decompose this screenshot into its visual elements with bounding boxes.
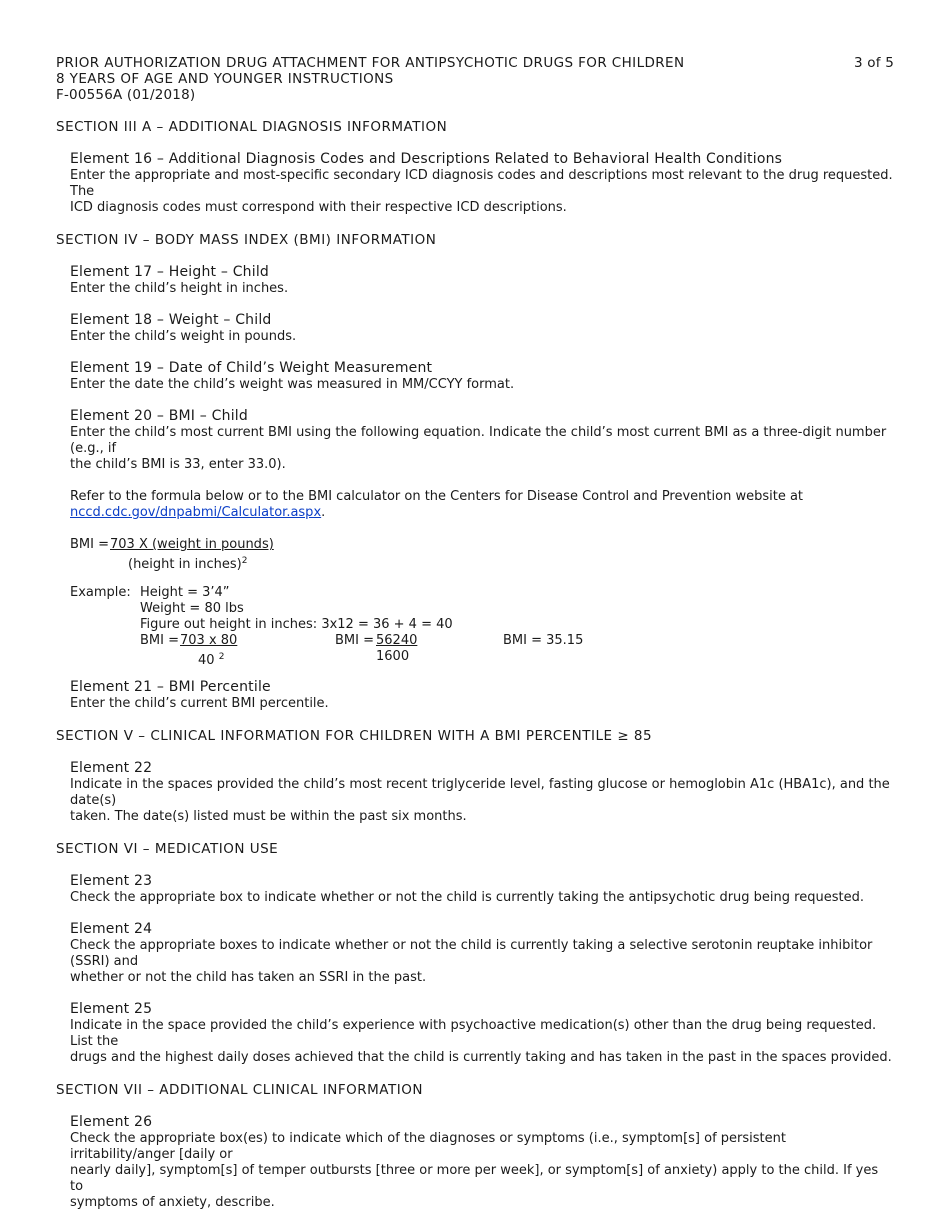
element-26-text-line3: symptoms of anxiety, describe. [70,1195,275,1210]
element-16-title: Element 16 – Additional Diagnosis Codes and Descriptions Related to Behavioral Health Conditions [70,151,783,167]
bmi-denominator-text: (height in inches) [128,557,242,572]
example-bmi-step2-denominator: 1600 [376,649,410,664]
element-25-title: Element 25 [70,1001,153,1017]
step1-denominator-exponent: 2 [218,652,225,662]
element-18 [70,312,894,345]
element-21-title: Element 21 – BMI Percentile [70,679,271,695]
bmi-calculator-link[interactable]: nccd.cdc.gov/dnpabmi/Calculator.aspx [70,505,322,520]
element-21 [70,679,894,712]
element-25 [70,1001,894,1066]
section-7-heading: SECTION VII – ADDITIONAL CLINICAL INFORMATION [56,1082,423,1098]
bmi-denominator-exponent: 2 [241,556,248,566]
element-18-title: Element 18 – Weight – Child [70,312,272,328]
element-22 [70,760,894,825]
element-20-text-line1: Enter the child’s most current BMI using the following equation. Indicate the child’s most current BMI as a three-digit number (e.g., if [70,425,887,456]
form-title-line1: PRIOR AUTHORIZATION DRUG ATTACHMENT FOR ANTIPSYCHOTIC DRUGS FOR CHILDREN [56,55,685,71]
element-19-title: Element 19 – Date of Child’s Weight Measurement [70,360,433,376]
element-21-text: Enter the child’s current BMI percentile. [70,696,329,711]
element-26-text-line1: Check the appropriate box(es) to indicate which of the diagnoses or symptoms (i.e., symptom[s] of persistent irritability/anger [daily or [70,1131,786,1162]
element-25-text-line1: Indicate in the space provided the child’s experience with psychoactive medication(s) other than the drug being requested. List the [70,1018,877,1049]
section-6-heading: SECTION VI – MEDICATION USE [56,841,279,857]
element-22-text-line2: taken. The date(s) listed must be within the past six months. [70,809,467,824]
bmi-formula-numerator: 703 X (weight in pounds) [110,537,274,552]
page-number: 3 of 5 [854,55,894,71]
example-height: Height = 3’4” [140,585,230,600]
element-17-title: Element 17 – Height – Child [70,264,270,280]
form-header [56,55,894,103]
element-26 [70,1114,894,1211]
form-number: F-00556A (01/2018) [56,87,196,103]
example-bmi-step1-numerator: 703 x 80 [180,633,238,648]
element-20 [70,408,894,668]
element-16 [70,151,894,216]
element-19-text: Enter the date the child’s weight was measured in MM/CCYY format. [70,377,515,392]
element-20-text-line2: the child’s BMI is 33, enter 33.0). [70,457,286,472]
element-23-text: Check the appropriate box to indicate whether or not the child is currently taking the antipsychotic drug being requested. [70,890,864,905]
bmi-formula [70,537,894,572]
element-17 [70,264,894,297]
section-5-heading: SECTION V – CLINICAL INFORMATION FOR CHILDREN WITH A BMI PERCENTILE ≥ 85 [56,728,653,744]
bmi-refer-line: Refer to the formula below or to the BMI calculator on the Centers for Disease Control and Prevention website at [70,489,804,504]
example-height-inches: Figure out height in inches: 3x12 = 36 + 4 = 40 [140,617,453,632]
element-16-text-line2: ICD diagnosis codes must correspond with their respective ICD descriptions. [70,200,567,215]
element-16-text-line1: Enter the appropriate and most-specific secondary ICD diagnosis codes and descriptions most relevant to the drug requested. The [70,168,893,199]
bmi-refer-link-line [70,505,894,521]
example-bmi-result: BMI = 35.15 [503,633,584,648]
element-25-text-line2: drugs and the highest daily doses achieved that the child is currently taking and has taken in the past in the spaces provided. [70,1050,892,1065]
element-22-text-line1: Indicate in the spaces provided the child’s most recent triglyceride level, fasting glucose or hemoglobin A1c (HBA1c), and the date(s) [70,777,890,808]
example-bmi-step1-denominator [198,649,224,669]
element-24-text-line2: whether or not the child has taken an SSRI in the past. [70,970,427,985]
element-23 [70,873,894,906]
section-3a-heading: SECTION III A – ADDITIONAL DIAGNOSIS INFORMATION [56,119,448,135]
element-26-title: Element 26 [70,1114,153,1130]
element-26-text-line2: nearly daily], symptom[s] of temper outbursts [three or more per week], or symptom[s] of anxiety) apply to the child. If yes to [70,1163,879,1194]
element-24-text-line1: Check the appropriate boxes to indicate whether or not the child is currently taking a selective serotonin reuptake inhibitor (SSRI) and [70,938,873,969]
step1-denominator-text: 40 [198,653,215,668]
element-22-title: Element 22 [70,760,153,776]
example-weight: Weight = 80 lbs [140,601,244,616]
element-19 [70,360,894,393]
element-23-title: Element 23 [70,873,153,889]
document-page [56,55,894,1211]
element-18-text: Enter the child’s weight in pounds. [70,329,297,344]
example-bmi-step1-prefix: BMI = [140,633,179,648]
element-20-title: Element 20 – BMI – Child [70,408,248,424]
bmi-example [70,585,894,668]
bmi-formula-prefix: BMI = [70,537,109,552]
element-24 [70,921,894,986]
bmi-formula-denominator [128,553,247,573]
example-bmi-step2-numerator: 56240 [376,633,418,648]
example-label: Example: [70,585,131,600]
element-24-title: Element 24 [70,921,153,937]
form-title-line2: 8 YEARS OF AGE AND YOUNGER INSTRUCTIONS [56,71,394,87]
refer-period: . [321,505,326,520]
example-bmi-step2-prefix: BMI = [335,633,374,648]
section-4-heading: SECTION IV – BODY MASS INDEX (BMI) INFORMATION [56,232,437,248]
element-17-text: Enter the child’s height in inches. [70,281,289,296]
